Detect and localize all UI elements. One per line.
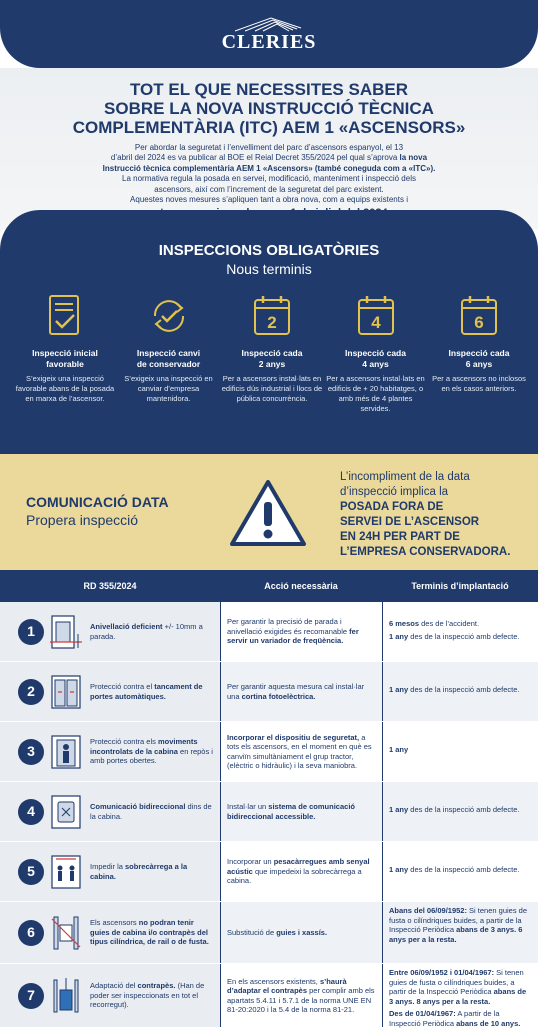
deadline-bold: 1 any — [389, 745, 409, 755]
notice-bold-line: EN 24H PER PART DE — [340, 531, 460, 543]
rd-text-part: Adaptació del — [90, 981, 138, 991]
brand-logo[interactable] — [222, 16, 317, 52]
column-header-action: Acció necessària — [264, 581, 338, 591]
deadline-cell — [382, 662, 538, 721]
inspection-title-line: 4 anys — [362, 359, 389, 369]
intro-line: ascensors, així com l’increment de la seguretat del parc existent. — [154, 184, 384, 194]
inspection-item-desc: Per a ascensors instal·lats en edificis dús industrial i llocs de pública concurrència. — [221, 374, 323, 403]
elevator-leveling-icon — [48, 612, 84, 652]
rd-cell — [0, 662, 220, 721]
action-text: per complir amb els apartats 5.4.11 i 5.7.1 de la norma UNE EN 81-20:2020 i la 5.4 de la norma 81-21. — [227, 986, 375, 1014]
inspection-title-line: Inspecció cada — [345, 348, 406, 358]
deadline-bold: Entre 06/09/1952 i 01/04/1967: — [389, 968, 495, 977]
intro-paragraph — [40, 143, 498, 205]
deadline-line — [389, 968, 532, 1006]
inspection-item — [118, 294, 220, 414]
action-text: Instal·lar un — [227, 802, 269, 811]
notice-subtitle: Propera inspecció — [26, 512, 139, 528]
deadline-text: Si tenen guies de fusta o cilíndriques buides, a partir de la Inspecció Periòdica — [389, 968, 524, 996]
deadline-text: des de l’accident. — [419, 619, 480, 628]
calendar-number: 2 — [267, 313, 277, 332]
logo-mountain-icon — [231, 16, 307, 32]
notice-section — [0, 454, 538, 570]
deadline-bold: abans de 3 anys. 8 anys per a la resta. — [389, 987, 527, 1006]
table-row — [0, 964, 538, 1028]
rd-cell — [0, 722, 220, 781]
deadline-bold: 6 mesos — [389, 619, 420, 628]
rd-text-part: Protecció contra el — [90, 682, 155, 691]
deadline-cell — [382, 964, 538, 1027]
intro-title-line: SOBRE LA NOVA INSTRUCCIÓ TÈCNICA — [104, 99, 434, 118]
action-cell — [220, 902, 382, 963]
action-text: Incorporar un — [227, 857, 274, 867]
deadline-bold: Des de 01/04/1967: — [389, 1009, 456, 1018]
intro-line — [40, 164, 498, 174]
action-text-bold: guies i xassís. — [276, 927, 328, 937]
row-number-badge: 5 — [18, 859, 44, 885]
intro-line: Per abordar la seguretat i l’envelliment del parc d’ascensors espanyol, el 13 — [134, 143, 404, 152]
rd-text — [90, 918, 220, 947]
rd-text-part: dins de la cabina. — [90, 802, 212, 821]
table-header — [0, 570, 538, 602]
inspection-item-desc: S’exigeix una inspecció favorable abans de la posada en marxa de l’ascensor. — [15, 374, 115, 403]
rd-cell — [0, 602, 220, 661]
inspection-item-desc: S’exigeix una inspecció en canviar d’empresa mantenidora. — [124, 374, 213, 403]
rd-text-bold: sobrecàrrega a la cabina. — [90, 862, 188, 881]
deadline-cell — [382, 602, 538, 661]
deadline-cell — [382, 722, 538, 781]
automatic-doors-icon — [48, 672, 84, 712]
inspection-item — [428, 294, 530, 414]
rd-text-part: +/- 10mm a parada. — [90, 622, 203, 641]
intro-bold: Instrucció tècnica complementària AEM 1 «Ascensors» (també coneguda com a «ITC»). — [102, 163, 436, 173]
calendar-number: 4 — [370, 313, 381, 332]
rd-cell — [0, 964, 220, 1027]
header-bar — [0, 0, 538, 68]
deadline-text: des de la inspecció amb defecte. — [408, 865, 520, 875]
deadline-bold: abans de 3 anys. 6 anys per a la resta. — [389, 925, 523, 944]
deadline-line — [389, 1009, 532, 1028]
intro-line: La normativa regula la posada en servei, modificació, manteniment i inspecció dels — [122, 174, 416, 184]
intro-line: Aquestes noves mesures s’apliquen tant a obra nova, com a equips existents i — [130, 195, 408, 205]
rd-text — [90, 682, 220, 701]
action-cell — [220, 602, 382, 661]
action-text-bold: Incorporar el dispositiu de seguretat, — [227, 732, 360, 742]
rd-text-part: Els ascensors — [90, 918, 139, 928]
rd-cell — [0, 842, 220, 901]
action-text: a tots els ascensors, en el moment en què es canviïn simultàniament el grup tractor, (elèctric o hidràulic) i la seva maniobra. — [227, 732, 372, 770]
column-header-deadline: Terminis d’implantació — [411, 581, 509, 591]
deadline-bold: 1 any — [389, 805, 409, 815]
action-cell — [220, 964, 382, 1027]
calendar-4-icon — [356, 294, 396, 338]
rd-text-bold: contrapès. — [137, 981, 176, 991]
inspection-item-title — [14, 348, 116, 370]
intro-title — [40, 80, 498, 137]
inspections-section — [0, 210, 538, 454]
action-cell — [220, 662, 382, 721]
action-cell — [220, 782, 382, 841]
deadline-cell — [382, 842, 538, 901]
intro-section — [0, 68, 538, 230]
notice-bold-line: L’EMPRESA CONSERVADORA. — [340, 546, 511, 558]
rd-cell — [0, 902, 220, 963]
action-text-bold: fer servir un variador de freqüència. — [227, 626, 359, 646]
exchange-check-icon — [149, 294, 189, 338]
inspection-item — [325, 294, 427, 414]
deadline-line — [389, 745, 408, 755]
intro-line — [40, 153, 498, 163]
inspections-list — [14, 294, 530, 414]
action-text-bold: s’haurà d’adaptar el contrapès — [227, 976, 347, 995]
inspection-item-title — [221, 348, 323, 370]
row-number-badge: 7 — [18, 983, 44, 1009]
intro-title-line: COMPLEMENTÀRIA (ITC) AEM 1 «ASCENSORS» — [72, 118, 466, 137]
inspections-title: INSPECCIONS OBLIGATÒRIES — [158, 242, 380, 259]
deadline-line — [389, 685, 520, 695]
inspections-subtitle: Nous terminis — [226, 261, 312, 277]
inspection-title-line: Inspecció cada — [448, 348, 510, 358]
calendar-number: 6 — [474, 313, 484, 332]
deadline-bold: Abans del 06/09/1952: — [389, 906, 467, 915]
inspection-title-line: Inspecció canvi — [136, 348, 201, 358]
row-number-badge: 3 — [18, 739, 44, 765]
action-text: Substitució de — [227, 927, 277, 937]
action-cell — [220, 842, 382, 901]
inspection-item-title — [325, 348, 427, 370]
inspection-title-line: 6 anys — [465, 359, 493, 369]
table-row — [0, 602, 538, 662]
rd-text-bold: Anivellació deficient — [90, 622, 163, 631]
deadline-text: des de la inspecció amb defecte. — [408, 631, 520, 641]
inspection-title-line: favorable — [46, 359, 84, 369]
row-number-badge: 2 — [18, 679, 44, 705]
rd-text — [90, 981, 220, 1010]
intercom-icon — [48, 792, 84, 832]
inspection-item — [221, 294, 323, 414]
deadline-line — [389, 805, 520, 815]
table-row — [0, 902, 538, 964]
action-text-bold: pesacàrregues amb senyal acústic — [227, 857, 370, 876]
action-text: En els ascensors existents, — [227, 976, 320, 986]
deadline-text: Si tenen guies de fusta o cilíndriques buides, a partir de la Inspecció Periòdica — [389, 906, 528, 934]
calendar-2-icon — [252, 294, 292, 338]
table-row — [0, 722, 538, 782]
intro-text: d’abril del 2024 es va publicar al BOE el Reial Decret 355/2024 pel qual s’aprova — [110, 153, 400, 163]
intro-bold: la nova — [399, 153, 428, 163]
table-body — [0, 602, 538, 1028]
rd-text — [90, 622, 220, 641]
row-number-badge: 6 — [18, 920, 44, 946]
inspection-title-line: 2 anys — [258, 359, 286, 369]
rd-cell — [0, 782, 220, 841]
action-text: Per garantir aquesta mesura cal instal·lar una — [227, 682, 365, 701]
row-number-badge: 1 — [18, 619, 44, 645]
rd-text-bold: Comunicació bidireccional — [90, 802, 186, 811]
action-text: que impedeixi la sobrecàrrega a cabina. — [227, 866, 362, 886]
deadline-bold: 1 any — [389, 685, 409, 695]
table-row — [0, 782, 538, 842]
deadline-text: des de la inspecció amb defecte. — [408, 805, 520, 815]
warning-icon — [228, 478, 308, 548]
intro-title-line: TOT EL QUE NECESSITES SABER — [129, 80, 409, 99]
rd-text-bold: moviments incontrolats de la cabina — [90, 737, 198, 756]
table-row — [0, 662, 538, 722]
notice-bold-line: POSADA FORA DE — [340, 501, 444, 513]
inspection-item-desc: Per a ascensors instal·lats en edificis de + 20 habitatges, o amb més de 4 plantes servides. — [326, 374, 425, 413]
deadline-cell — [382, 782, 538, 841]
deadline-bold: 1 any — [389, 865, 409, 875]
deadline-line — [389, 632, 520, 642]
deadline-line — [389, 619, 520, 629]
calendar-6-icon — [459, 294, 499, 338]
rd-text — [90, 802, 220, 821]
deadline-bold: 1 any — [389, 631, 409, 641]
deadline-text: des de la inspecció amb defecte. — [408, 685, 520, 695]
row-number-badge: 4 — [18, 799, 44, 825]
inspection-title-line: Inspecció inicial — [32, 348, 98, 358]
inspection-item-title — [428, 348, 530, 370]
rd-text-bold: tancament de portes automàtiques. — [90, 682, 203, 701]
notice-heading — [26, 494, 169, 528]
action-text: Per garantir la precisió de parada i anivellació exigides és recomanable — [227, 617, 350, 636]
deadline-bold: abans de 10 anys. — [456, 1018, 521, 1028]
deadline-text: A partir de la Inspecció Periòdica — [389, 1009, 500, 1028]
inspection-item-desc: Per a ascensors no inclosos en els casos anteriors. — [432, 374, 526, 393]
inspection-item — [14, 294, 116, 414]
counterweight-icon — [48, 976, 84, 1016]
action-cell — [220, 722, 382, 781]
rd-text-part: en repòs i amb portes obertes. — [90, 746, 213, 766]
action-text-bold: sistema de comunicació bidireccional accessible. — [227, 802, 355, 821]
inspection-title-line: de conservador — [136, 359, 201, 369]
notice-bold-line: SERVEI DE L’ASCENSOR — [340, 516, 480, 528]
notice-line: d’inspecció implica la — [340, 486, 449, 498]
notice-title: COMUNICACIÓ DATA — [26, 494, 169, 510]
rd-text-bold: no podran tenir guies de cabina i/o contrapès del tipus cilíndrica, de rail o de fusta. — [90, 918, 209, 947]
rd-text-part: Impedir la — [90, 862, 126, 871]
rd-text-part: (Han de poder ser inspeccionats en tot el recorregut). — [90, 981, 205, 1010]
action-text-bold: cortina fotoelèctrica. — [241, 691, 316, 701]
document-check-icon — [45, 294, 85, 338]
uncontrolled-movement-icon — [48, 732, 84, 772]
deadline-line — [389, 906, 532, 944]
rd-text — [90, 737, 220, 766]
notice-text — [340, 470, 530, 560]
deadline-line — [389, 865, 520, 875]
inspection-title-line: Inspecció cada — [241, 348, 303, 358]
deadline-cell — [382, 902, 538, 963]
overload-icon — [48, 852, 84, 892]
notice-line: L’incompliment de la data — [340, 471, 470, 483]
table-row — [0, 842, 538, 902]
rd-text-part: Protecció contra els — [90, 737, 158, 747]
guide-rails-icon — [48, 913, 84, 953]
column-header-rd: RD 355/2024 — [83, 581, 137, 591]
brand-name: CLERIES — [221, 31, 317, 53]
inspection-item-title — [118, 348, 220, 370]
rd-text — [90, 862, 220, 881]
